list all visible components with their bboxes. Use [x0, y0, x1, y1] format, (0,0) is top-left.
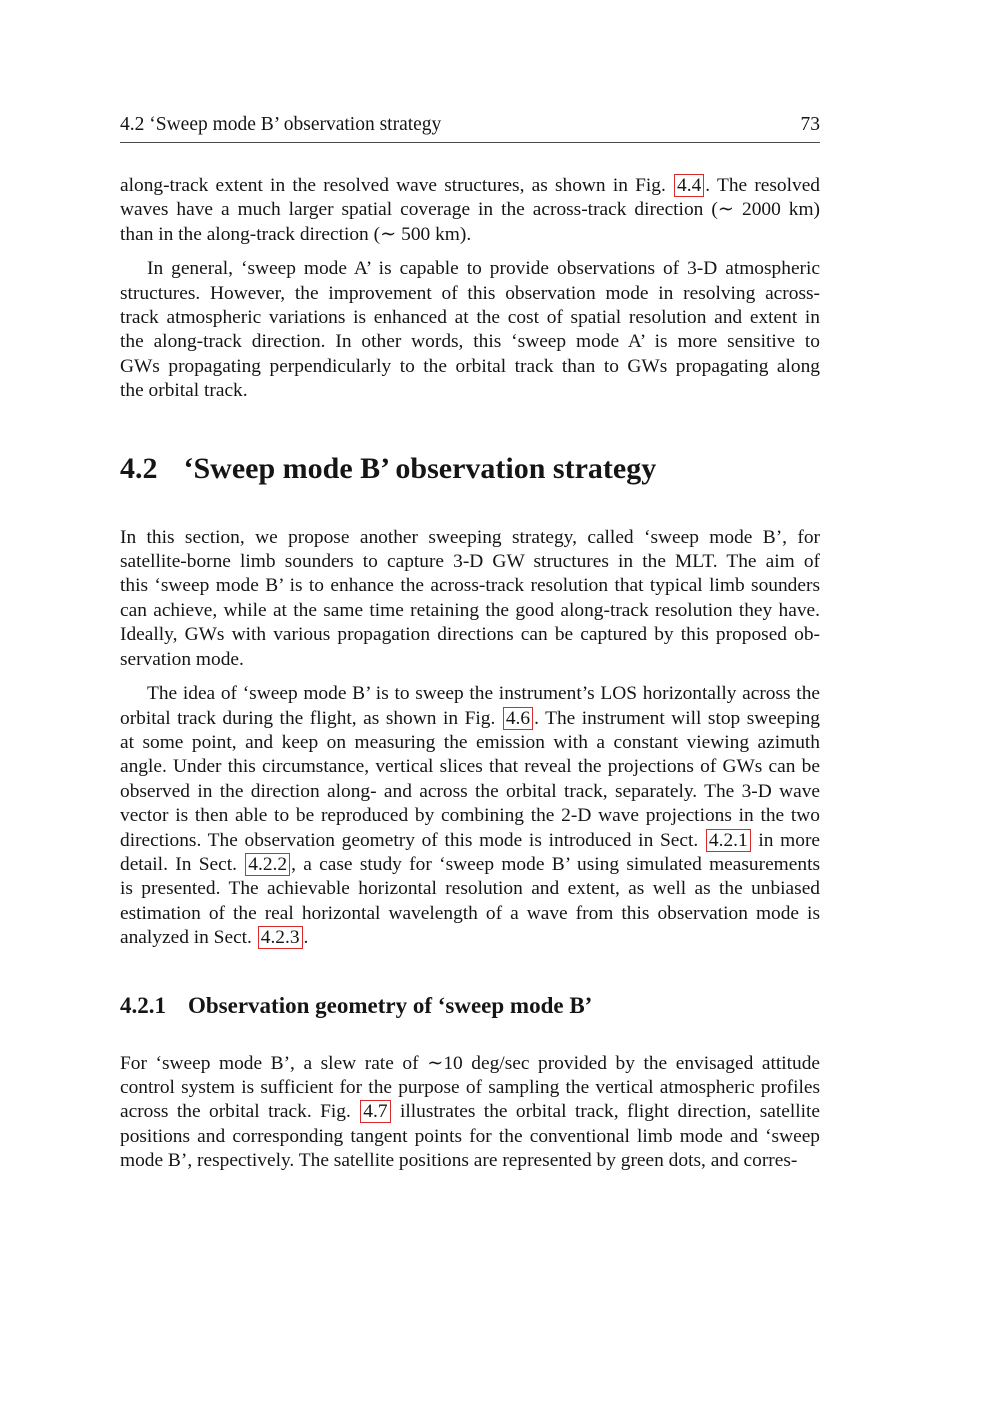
text-line: control system is sufficient for the purpose of sampling the vertical atmospheric profiles: [120, 1076, 820, 1098]
text-line: estimation of the real horizontal wavelength of a wave from this observation mode is: [120, 902, 820, 924]
paragraph: [120, 1052, 820, 1174]
text-line: the along-track direction. In other words, this ‘sweep mode A’ is more sensitive to: [120, 331, 820, 353]
text-line: can achieve, while at the same time retaining the good along-track resolution they have.: [120, 599, 820, 621]
text-line: than in the along-track direction (∼ 500 km).: [120, 223, 472, 245]
text-line: waves have a much larger spatial coverage in the across-track direction (∼ 2000 km): [120, 199, 820, 221]
text-line: detail. In Sect. 4.2.2 , a case study for ‘sweep mode B’ using simulated measurements: [120, 853, 821, 875]
text-line: Ideally, GWs with various propagation directions can be captured by this proposed ob-: [120, 624, 820, 646]
text-line: positions and corresponding tangent points for the conventional limb mode and ‘sweep: [120, 1125, 820, 1147]
section-number: 4.2: [120, 451, 158, 485]
text-line: analyzed in Sect. 4.2.3 .: [120, 927, 309, 949]
text-line: at some point, and keep on measuring the emission with a constant viewing azimuth: [120, 731, 820, 753]
text-line: across the orbital track. Fig. 4.7 illustrates the orbital track, flight direction, satellite: [120, 1101, 820, 1123]
subsection-heading: [120, 991, 820, 1021]
text-line: is presented. The achievable horizontal resolution and extent, as well as the unbiased: [120, 878, 820, 900]
paragraph: [120, 257, 820, 403]
text-line: In general, ‘sweep mode A’ is capable to provide observations of 3-D atmospheric: [147, 258, 820, 280]
page-number: 73: [800, 114, 820, 135]
cross-reference-link[interactable]: 4.2.3: [258, 926, 303, 949]
page-content: [120, 112, 820, 1174]
running-header-title: 4.2 ‘Sweep mode B’ observation strategy: [120, 114, 442, 135]
text-line: structures. However, the improvement of this observation mode in resolving across-: [120, 282, 820, 304]
text-line: vector is then able to be reproduced by combining the 2-D wave projections in the two: [120, 805, 820, 827]
text-line: In this section, we propose another sweeping strategy, called ‘sweep mode B’, for: [120, 526, 820, 548]
section-heading: [120, 450, 820, 488]
text-line: For ‘sweep mode B’, a slew rate of ∼10 deg/sec provided by the envisaged attitude: [120, 1052, 820, 1074]
text-line: satellite-borne limb sounders to capture 3-D GW structures in the MLT. The aim of: [120, 551, 820, 573]
cross-reference-link[interactable]: 4.7: [360, 1100, 390, 1123]
cross-reference-link[interactable]: 4.4: [674, 174, 704, 197]
text-line: track atmospheric variations is enhanced at the cost of spatial resolution and extent in: [120, 307, 820, 329]
subsection-title: Observation geometry of ‘sweep mode B’: [188, 992, 593, 1018]
text-line: servation mode.: [120, 648, 244, 670]
text-line: the orbital track.: [120, 380, 248, 402]
text-line: orbital track during the flight, as shown in Fig. 4.6 . The instrument will stop sweeping: [120, 707, 820, 729]
text-line: directions. The observation geometry of this mode is introduced in Sect. 4.2.1 in more: [120, 829, 821, 851]
section-title: ‘Sweep mode B’ observation strategy: [183, 451, 657, 485]
text-line: observed in the direction along- and across the orbital track, separately. The 3-D wave: [120, 780, 820, 802]
cross-reference-link[interactable]: 4.2.1: [706, 829, 751, 852]
paragraph: [120, 174, 820, 247]
text-line: angle. Under this circumstance, vertical slices that reveal the projections of GWs can be: [120, 756, 820, 778]
text-line: mode B’, respectively. The satellite positions are represented by green dots, and corres-: [120, 1150, 798, 1172]
text-line: this ‘sweep mode B’ is to enhance the across-track resolution that typical limb sounders: [120, 575, 820, 597]
subsection-number: 4.2.1: [120, 992, 166, 1018]
cross-reference-link[interactable]: 4.6: [503, 707, 533, 730]
paragraph: [120, 526, 820, 672]
text-line: GWs propagating perpendicularly to the orbital track than to GWs propagating along: [120, 355, 820, 377]
text-line: along-track extent in the resolved wave structures, as shown in Fig. 4.4 . The resolved: [120, 175, 821, 196]
paragraph: [120, 682, 820, 950]
running-header: [120, 112, 820, 143]
cross-reference-link[interactable]: 4.2.2: [245, 853, 290, 876]
text-line: The idea of ‘sweep mode B’ is to sweep the instrument’s LOS horizontally across the: [147, 683, 820, 705]
